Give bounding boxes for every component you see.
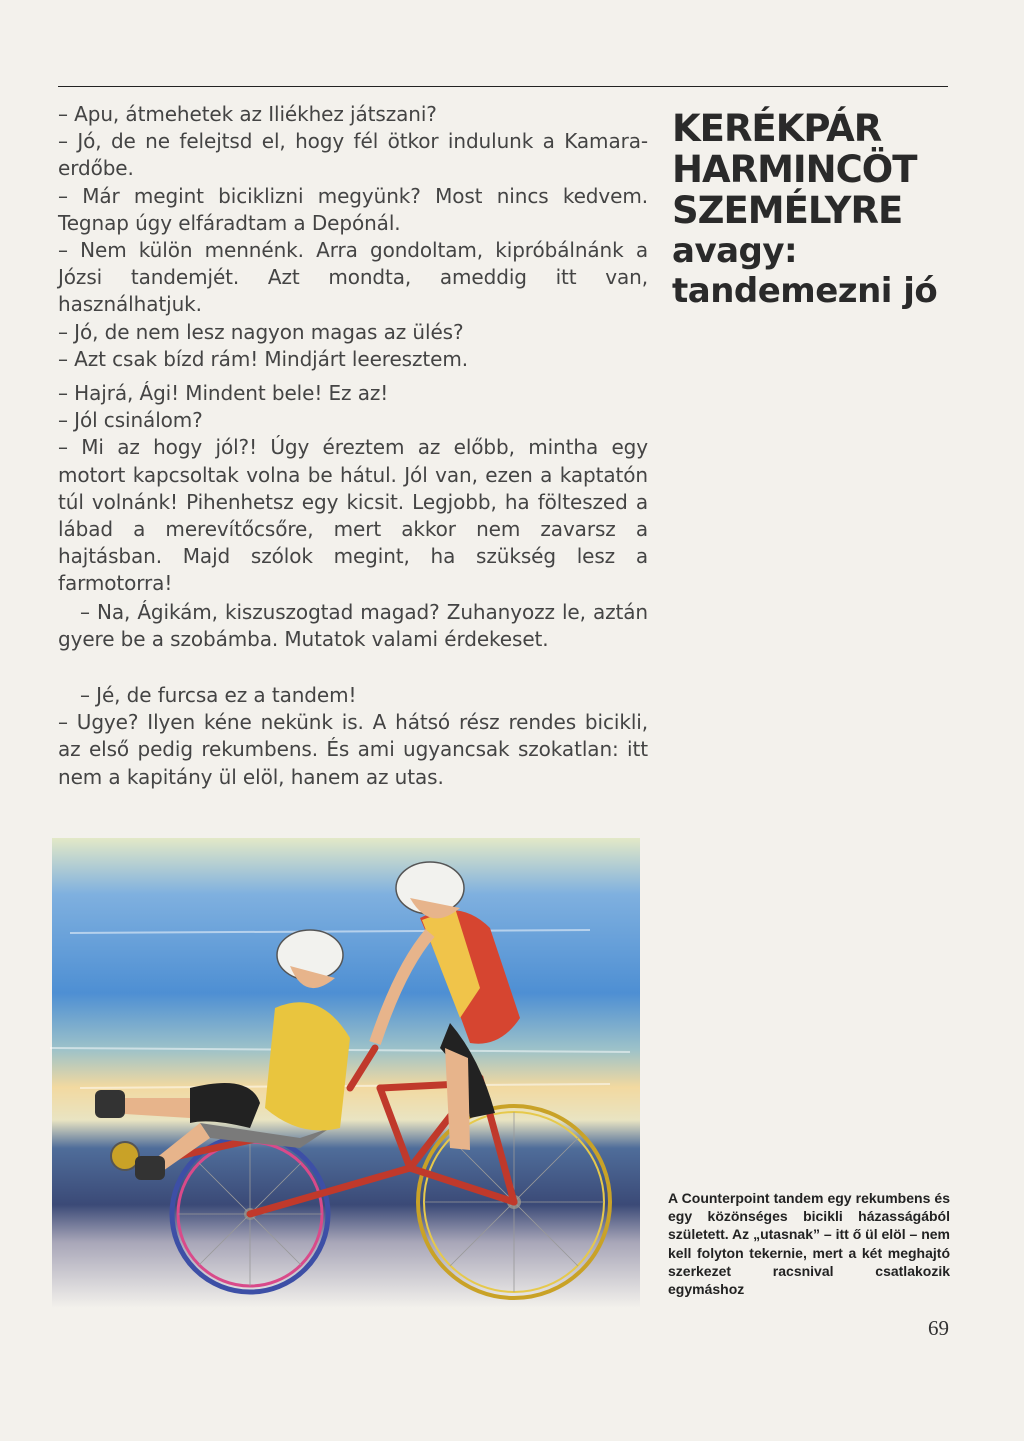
top-rule [58,86,948,87]
article-heading [672,108,962,311]
caption-text: A Counterpoint tandem egy rekumbens és egy közönséges bicikli házasságából született. Az „utasnak” – itt ő ül elöl – nem kell folyton tekernie, mert a két meghajtó szerkezet racsnival csatlakozik egymáshoz [668,1190,950,1298]
dialogue-line: – Apu, átmehetek az Iliékhez játszani? [58,102,437,126]
dialogue-line: – Na, Ágikám, kiszuszogtad magad? Zuhanyozz le, aztán gyere be a szobámba. Mutatok valami érdekeset. [58,600,648,652]
tandem-bicycle-drawing [50,838,642,1323]
dialogue-line: – Mi az hogy jól?! Úgy éreztem az előbb, mintha egy motort kapcsoltak volna be hátul. Jól van, ezen a kaptatón túl volnánk! Pihenhetsz egy kicsit. Legjobb, ha fölteszed a lábad a merevítőcsőre, mert akkor nem zavarsz a hajtásban. Majd szólok megint, ha szükség lesz a farmotorra! [58,435,648,596]
shoe-icon [135,1156,165,1180]
dialogue-line: – Jól csinálom? [58,408,203,433]
dialogue-block-1 [58,101,648,373]
dialogue-line: – Ugye? Ilyen kéne nekünk is. A hátsó rész rendes bicikli, az első pedig rekumbens. És ami ugyancsak szokatlan: itt nem a kapitány ül elöl, hanem az utas. [58,710,648,789]
heading-line: HARMINCÖT [672,148,917,191]
front-chainring [111,1142,139,1170]
heading-subline: tandemezni jó [672,271,938,311]
heading-line: KERÉKPÁR [672,107,882,150]
dialogue-line: – Jó, de nem lesz nagyon magas az ülés? [58,319,464,344]
dialogue-line: – Már megint biciklizni megyünk? Most nincs kedvem. Tegnap úgy elfáradtam a Depónál. [58,183,648,235]
dialogue-line: – Hajrá, Ági! Mindent bele! Ez az! [58,381,389,405]
dialogue-line: – Jó, de ne felejtsd el, hogy fél ötkor indulunk a Kamara-erdőbe. [58,129,648,181]
dialogue-line: – Nem külön mennénk. Arra gondoltam, kipróbálnánk a Józsi tandemjét. Azt mondta, ameddig itt van, használhatjuk. [58,238,648,317]
dialogue-block-4 [58,682,648,791]
tandem-illustration [50,838,642,1323]
heading-subline: avagy: [672,231,798,271]
dialogue-line: – Azt csak bízd rám! Mindjárt leeresztem. [58,346,468,371]
figure-caption [668,1189,950,1298]
shoe-icon [95,1090,125,1118]
page-number: 69 [928,1316,949,1340]
dialogue-line: – Jé, de furcsa ez a tandem! [80,683,357,707]
heading-line: SZEMÉLYRE [672,189,903,232]
dialogue-block-3 [58,599,648,653]
dialogue-block-2 [58,380,648,598]
